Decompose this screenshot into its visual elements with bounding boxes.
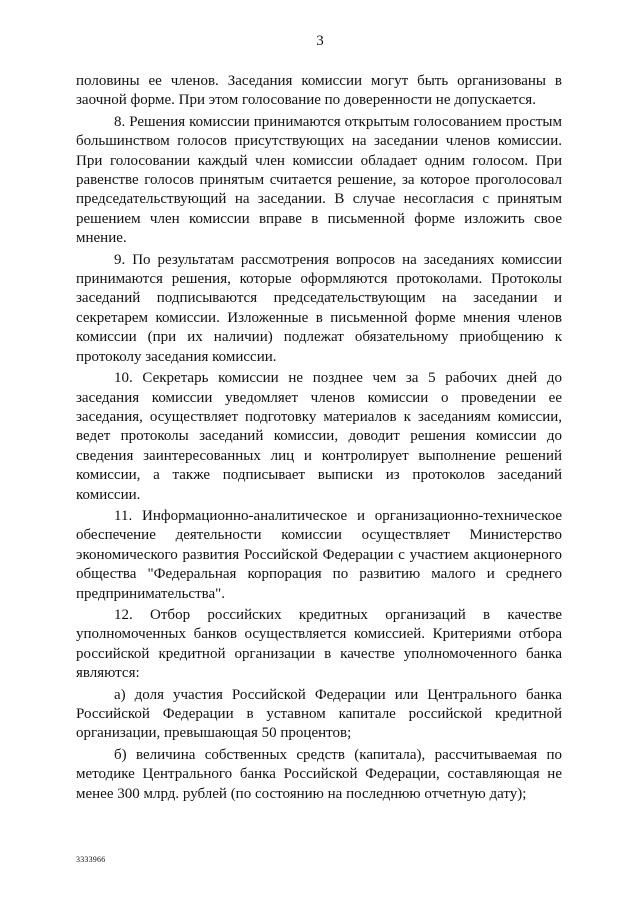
paragraph-10: 10. Секретарь комиссии не позднее чем за 5 рабочих дней до заседания комиссии уведомляет членов комиссии о проведении ее заседания, осуществляет подготовку материалов к заседаниям комиссии, ведет протоколы заседаний комиссии, доводит решения комиссии до сведения заинтересованных лиц и контролирует выполнение решений комиссии, а также подписывает выписки из протоколов заседаний комиссии. <box>76 370 562 503</box>
paragraph-11: 11. Информационно-аналитическое и организационно-техническое обеспечение деятельности комиссии осуществляет Министерство экономического развития Российской Федерации с участием акционерного общества "Федеральная корпорация по развитию малого и среднего предпринимательства". <box>76 507 562 602</box>
paragraph-12-a: а) доля участия Российской Федерации или Центрального банка Российской Федерации в уставном капитале российской кредитной организации, превышающая 50 процентов; <box>76 686 562 742</box>
paragraph-8: 8. Решения комиссии принимаются открытым голосованием простым большинством голосов присутствующих на заседании членов комиссии. При голосовании каждый член комиссии обладает одним голосом. При равенстве голосов принятым считается решение, за которое проголосовал председательствующий на заседании. В случае несогласия с принятым решением член комиссии вправе в письменной форме изложить свое мнение. <box>76 113 562 247</box>
page-number: 3 <box>316 33 324 49</box>
paragraph-12: 12. Отбор российских кредитных организаций в качестве уполномоченных банков осуществляется комиссией. Критериями отбора российской кредитной организации в качестве уполномоченного банка являются: <box>76 606 562 682</box>
paragraph-12-b: б) величина собственных средств (капитала), рассчитываемая по методике Центрального банка Российской Федерации, составляющая не менее 300 млрд. рублей (по состоянию на последнюю отчетную дату); <box>76 746 562 802</box>
document-body <box>76 72 562 806</box>
paragraph-continuation: половины ее членов. Заседания комиссии могут быть организованы в заочной форме. При этом голосование по доверенности не допускается. <box>76 73 562 109</box>
paragraph-9: 9. По результатам рассмотрения вопросов на заседаниях комиссии принимаются решения, которые оформляются протоколами. Протоколы заседаний подписываются председательствующим на заседании и секретарем комиссии. Изложенные в письменной форме мнения членов комиссии (при их наличии) подлежат обязательному приобщению к протоколу заседания комиссии. <box>76 251 562 365</box>
footer-document-code: 3333966 <box>76 855 106 864</box>
